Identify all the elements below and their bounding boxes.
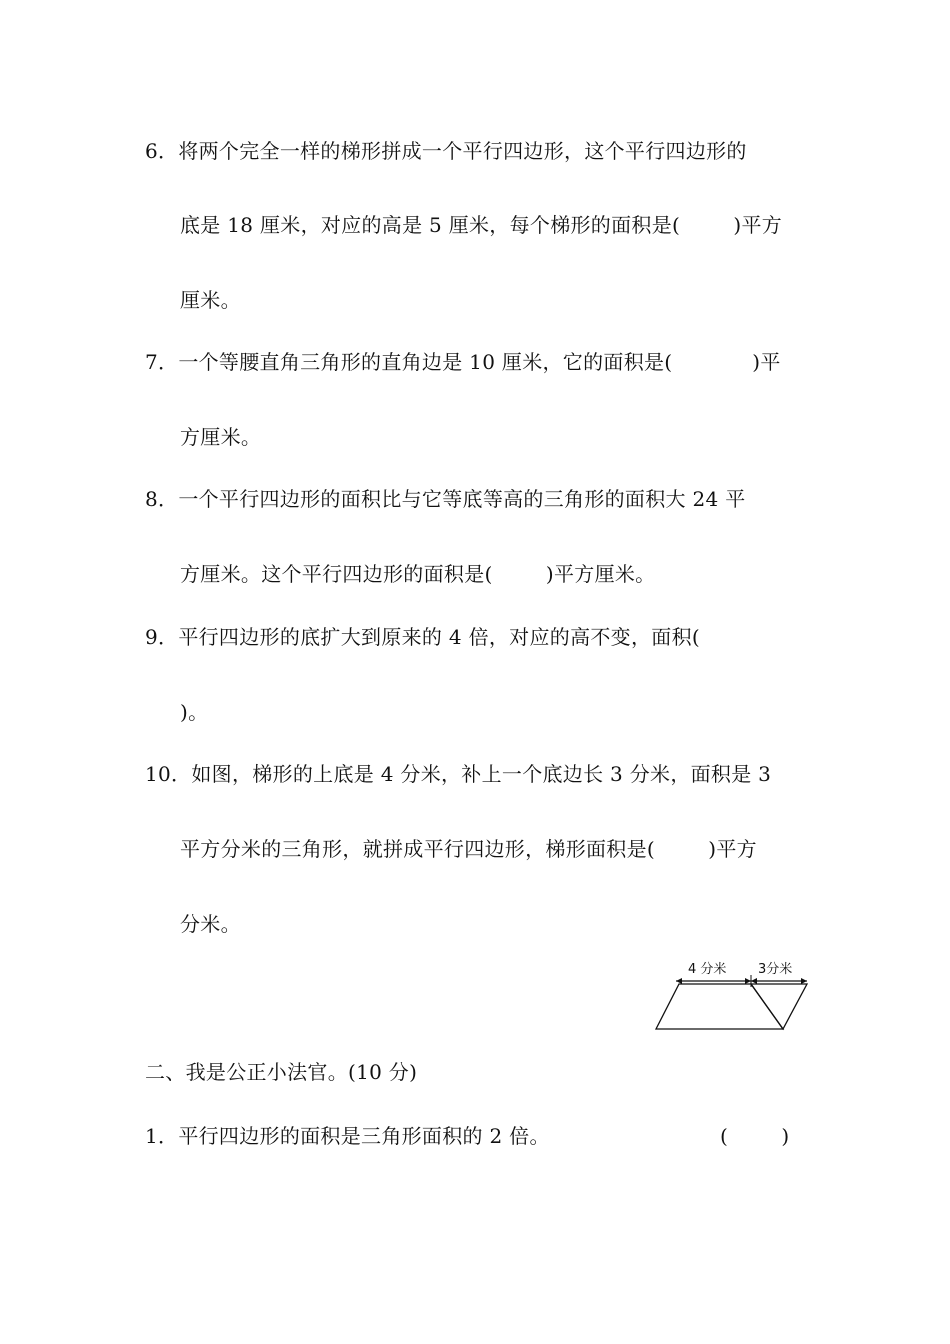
trapezoid-figure (650, 955, 815, 1035)
label-3dm: 3分米 (758, 962, 793, 977)
q7-line-2: 方厘米。 (180, 425, 262, 449)
section-2-q1-answer-blank: ( ) (720, 1124, 790, 1148)
label-4dm: 4 分米 (688, 962, 727, 977)
arrow-left-start (676, 978, 682, 984)
q6-line-3: 厘米。 (180, 288, 241, 312)
q8-line-1: 8．一个平行四边形的面积比与它等底等高的三角形的面积大 24 平 (145, 487, 746, 511)
arrow-right-start (751, 978, 757, 984)
trapezoid (656, 984, 783, 1029)
q6-line-2: 底是 18 厘米，对应的高是 5 厘米，每个梯形的面积是( )平方 (180, 213, 783, 237)
section-2-title: 二、我是公正小法官。(10 分) (145, 1060, 418, 1084)
q9-line-1: 9．平行四边形的底扩大到原来的 4 倍，对应的高不变，面积( (145, 625, 700, 649)
q8-line-2: 方厘米。这个平行四边形的面积是( )平方厘米。 (180, 562, 656, 586)
arrow-right-end (801, 978, 807, 984)
q10-line-2: 平方分米的三角形，就拼成平行四边形，梯形面积是( )平方 (180, 837, 757, 861)
added-triangle (751, 984, 807, 1029)
q7-line-1: 7．一个等腰直角三角形的直角边是 10 厘米，它的面积是( )平 (145, 350, 781, 374)
q9-line-2: )。 (180, 700, 209, 724)
q6-line-1: 6．将两个完全一样的梯形拼成一个平行四边形，这个平行四边形的 (145, 139, 747, 163)
q10-line-1: 10．如图，梯形的上底是 4 分米，补上一个底边长 3 分米，面积是 3 (145, 762, 772, 786)
section-2-q1: 1．平行四边形的面积是三角形面积的 2 倍。 (145, 1124, 550, 1148)
arrow-left-end (745, 978, 751, 984)
q10-line-3: 分米。 (180, 912, 241, 936)
